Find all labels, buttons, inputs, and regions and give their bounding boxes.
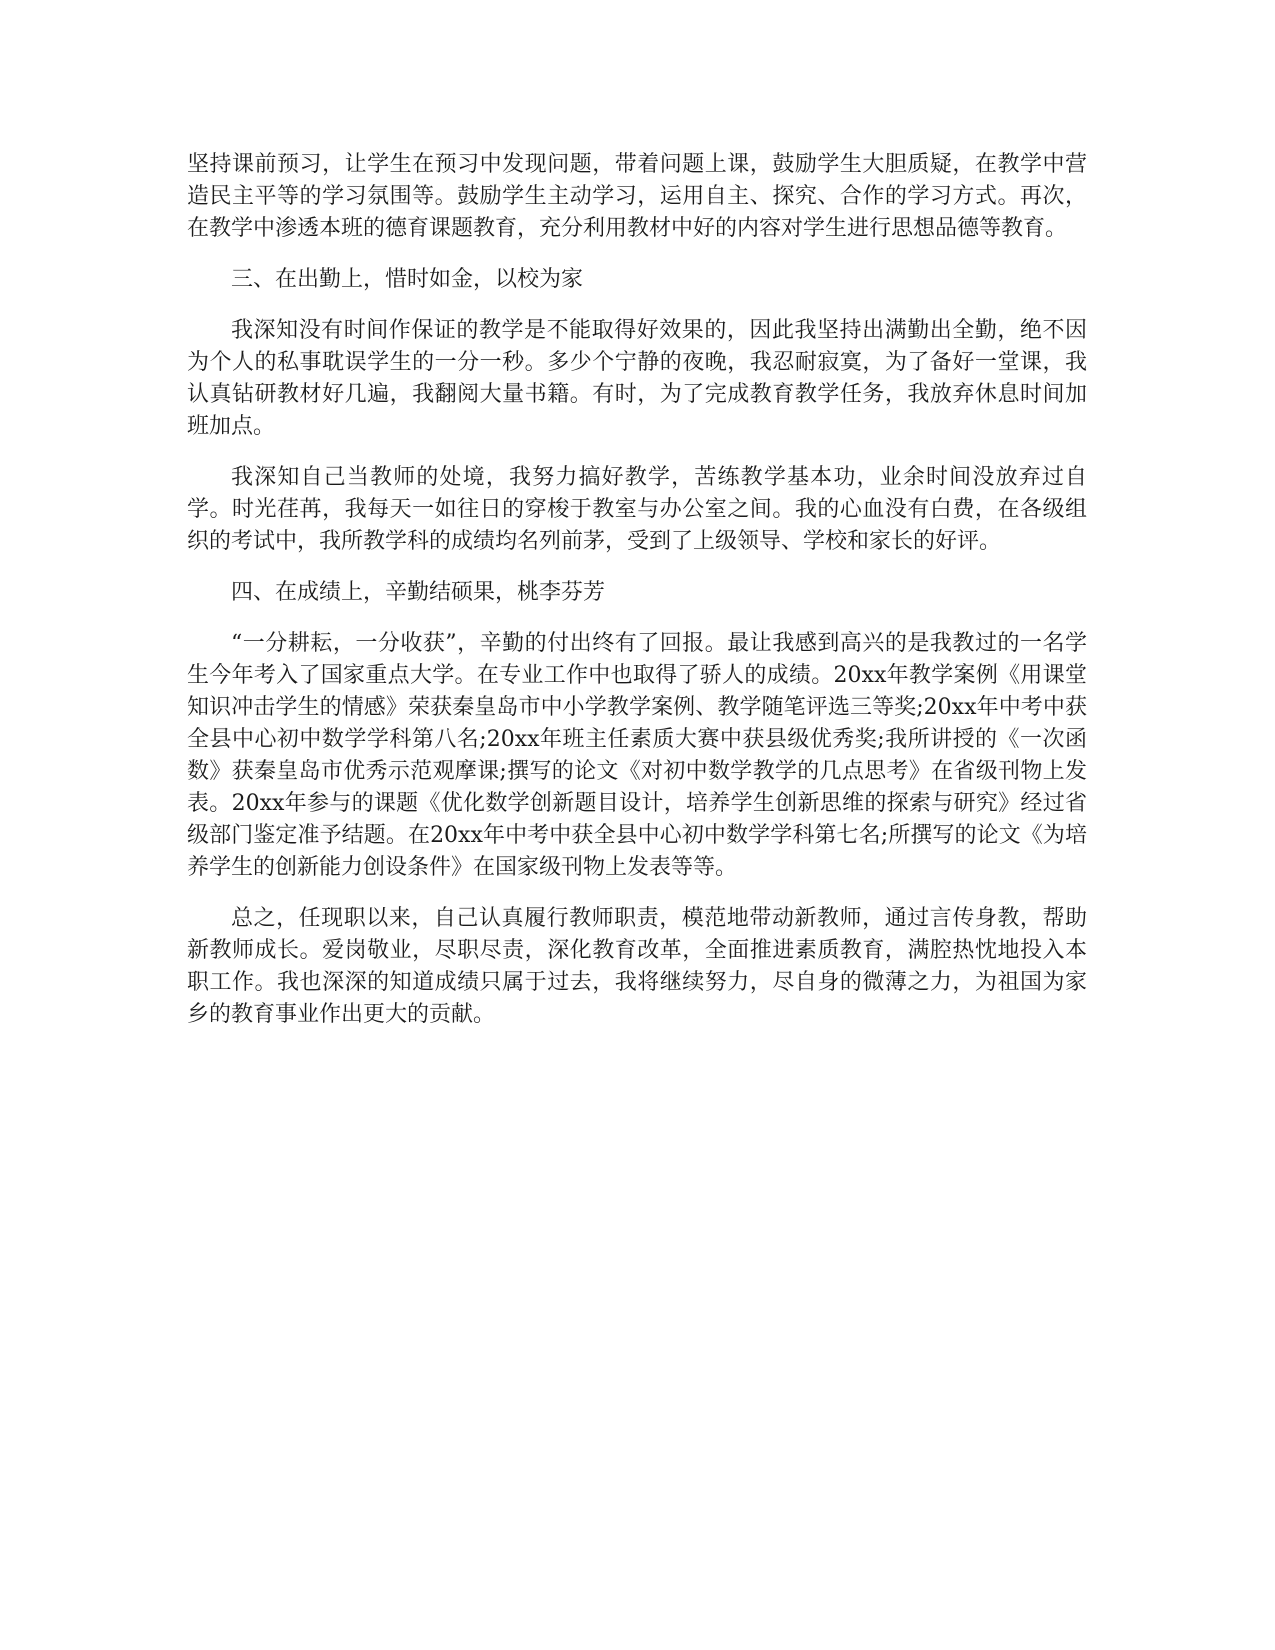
paragraph-preview-continuation: 坚持课前预习，让学生在预习中发现问题，带着问题上课，鼓励学生大胆质疑，在教学中营造民主平等的学习氛围等。鼓励学生主动学习，运用自主、探究、合作的学习方式。再次，在教学中渗透本班的德育课题教育，充分利用教材中好的内容对学生进行思想品德等教育。 xyxy=(187,152,1087,241)
paragraph-attendance-time: 我深知没有时间作保证的教学是不能取得好效果的，因此我坚持出满勤出全勤，绝不因为个人的私事耽误学生的一分一秒。多少个宁静的夜晚，我忍耐寂寞，为了备好一堂课，我认真钻研教材好几遍，我翻阅大量书籍。有时，为了完成教育教学任务，我放弃休息时间加班加点。 xyxy=(187,318,1087,439)
paragraph-self-study: 我深知自己当教师的处境，我努力搞好教学，苦练教学基本功，业余时间没放弃过自学。时光荏苒，我每天一如往日的穿梭于教室与办公室之间。我的心血没有白费，在各级组织的考试中，我所教学科的成绩均名列前茅，受到了上级领导、学校和家长的好评。 xyxy=(187,465,1087,554)
section-heading-attendance: 三、在出勤上，惜时如金，以校为家 xyxy=(231,267,584,292)
paragraph-summary: 总之，任现职以来，自己认真履行教师职责，模范地带动新教师，通过言传身教，帮助新教师成长。爱岗敬业，尽职尽责，深化教育改革，全面推进素质教育，满腔热忱地投入本职工作。我也深深的知道成绩只属于过去，我将继续努力，尽自身的微薄之力，为祖国为家乡的教育事业作出更大的贡献。 xyxy=(187,906,1087,1027)
paragraph-achievements: “一分耕耘，一分收获”，辛勤的付出终有了回报。最让我感到高兴的是我教过的一名学生今年考入了国家重点大学。在专业工作中也取得了骄人的成绩。20xx年教学案例《用课堂知识冲击学生的情感》荣获秦皇岛市中小学教学案例、教学随笔评选三等奖;20xx年中考中获全县中心初中数学学科第八名;20xx年班主任素质大赛中获县级优秀奖;我所讲授的《一次函数》获秦皇岛市优秀示范观摩课;撰写的论文《对初中数学教学的几点思考》在省级刊物上发表。20xx年参与的课题《优化数学创新题目设计，培养学生创新思维的探索与研究》经过省级部门鉴定准予结题。在20xx年中考中获全县中心初中数学学科第七名;所撰写的论文《为培养学生的创新能力创设条件》在国家级刊物上发表等等。 xyxy=(187,631,1087,880)
section-heading-achievements: 四、在成绩上，辛勤结硕果，桃李芬芳 xyxy=(231,580,606,605)
document-body xyxy=(187,149,1087,1050)
